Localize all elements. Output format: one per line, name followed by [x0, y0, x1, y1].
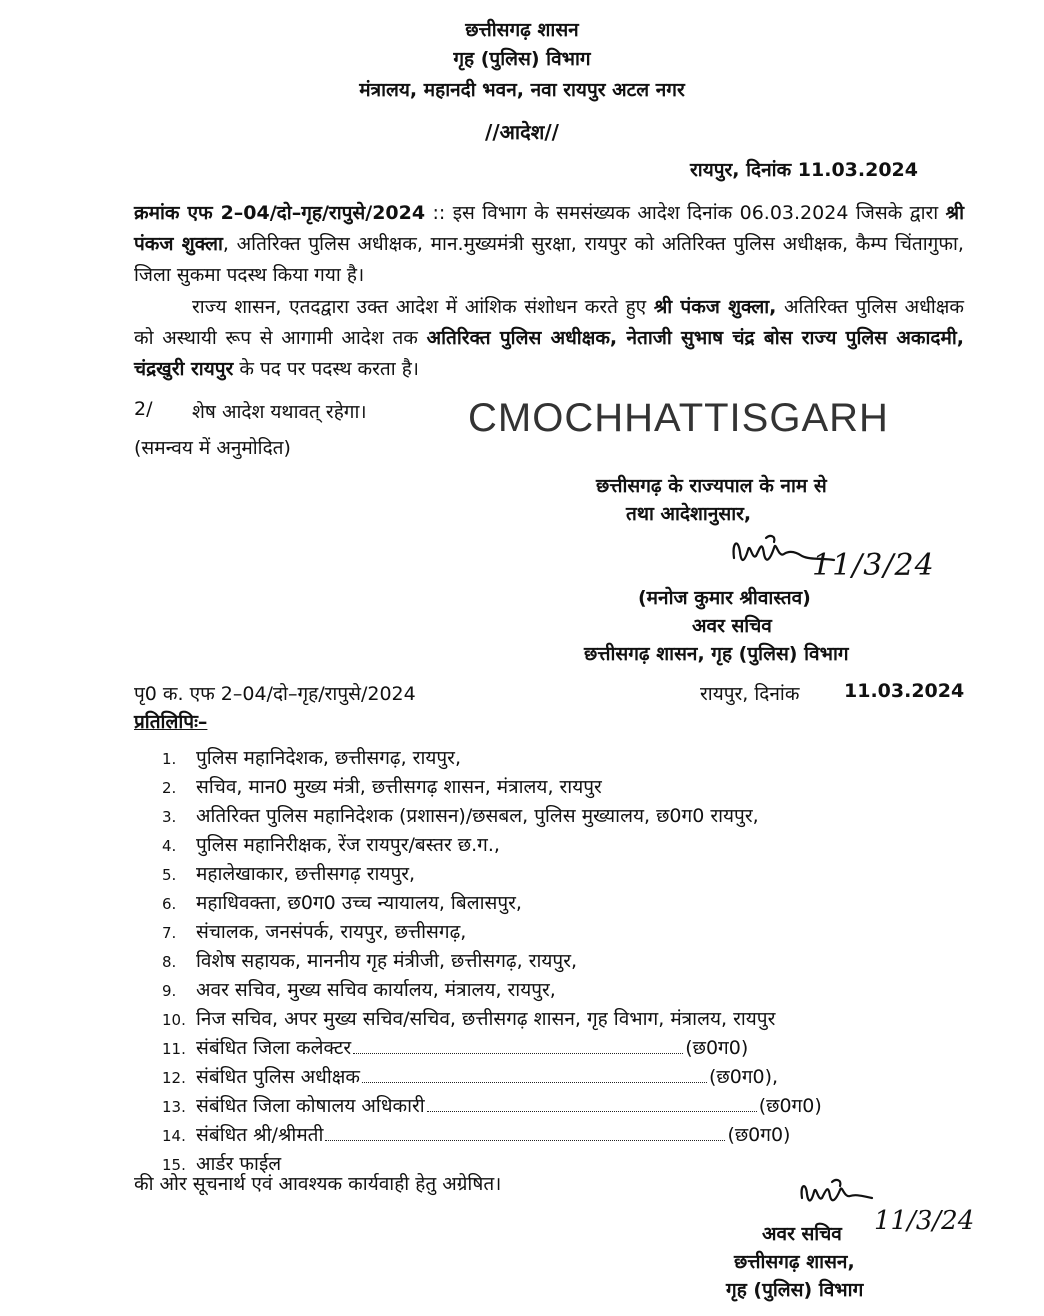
- para1-text-a: :: इस विभाग के समसंख्यक आदेश दिनांक 06.03.2024 जिसके द्वारा: [425, 202, 946, 224]
- point-2-number: 2/: [134, 398, 153, 420]
- recipient-text: अवर सचिव, मुख्य सचिव कार्यालय, मंत्रालय, रायपुर,: [196, 979, 556, 1001]
- recipient-list-item: [162, 773, 962, 802]
- endorsement-reference-number: पृ0 क. एफ 2–04/दो–गृह/रापुसे/2024: [134, 683, 416, 705]
- recipient-text: संबंधित जिला कोषालय अधिकारी: [196, 1095, 425, 1117]
- governor-order-line: छत्तीसगढ़ के राज्यपाल के नाम से: [596, 475, 827, 497]
- recipient-suffix: (छ0ग0): [685, 1037, 749, 1059]
- recipient-text: आर्डर फाईल: [196, 1153, 282, 1175]
- recipient-number: 12.: [162, 1069, 186, 1087]
- recipient-number: 14.: [162, 1127, 186, 1145]
- recipient-list-item: [162, 947, 962, 976]
- recipient-number: 7.: [162, 924, 177, 942]
- para1-officer-name: श्री पंकज शुक्ला: [134, 202, 965, 255]
- para2-new-post: अतिरिक्त पुलिस अधीक्षक, नेताजी सुभाष चंद्र बोस राज्य पुलिस अकादमी, चंद्रखुरी रायपुर: [134, 327, 964, 380]
- order-place-date: रायपुर, दिनांक 11.03.2024: [690, 159, 918, 181]
- recipient-list-item: [162, 744, 962, 773]
- recipient-text: पुलिस महानिदेशक, छत्तीसगढ़, रायपुर,: [196, 747, 461, 769]
- para2-officer-name: श्री पंकज शुक्ला,: [653, 296, 777, 318]
- recipient-number: 3.: [162, 808, 177, 826]
- recipient-list-item: [162, 802, 962, 831]
- recipient-list-item: [162, 1005, 962, 1034]
- recipient-text: संचालक, जनसंपर्क, रायपुर, छत्तीसगढ़,: [196, 921, 467, 943]
- order-paragraph-2: [134, 292, 964, 385]
- recipient-list-item: [162, 889, 962, 918]
- endorsement-org-line-2: गृह (पुलिस) विभाग: [726, 1279, 864, 1301]
- forwarding-note: की ओर सूचनार्थ एवं आवश्यक कार्यवाही हेतु अग्रेषित।: [134, 1173, 502, 1195]
- point-2-text: शेष आदेश यथावत् रहेगा।: [192, 401, 367, 423]
- recipient-text: महालेखाकार, छत्तीसगढ़ रायपुर,: [196, 863, 416, 885]
- signatory-designation: अवर सचिव: [692, 615, 772, 637]
- recipient-list-item: [162, 918, 962, 947]
- recipient-text: विशेष सहायक, माननीय गृह मंत्रीजी, छत्तीसगढ़, रायपुर,: [196, 950, 578, 972]
- recipient-number: 6.: [162, 895, 177, 913]
- endorsement-org-line-1: छत्तीसगढ़ शासन,: [734, 1251, 855, 1273]
- recipient-list-item: [162, 860, 962, 889]
- copy-to-heading: प्रतिलिपिः–: [134, 711, 208, 733]
- recipient-list-item: [162, 1092, 962, 1121]
- para2-text-a: राज्य शासन, एतदद्वारा उक्त आदेश में आंशिक संशोधन करते हुए: [192, 296, 654, 318]
- endorsement-place-date-label: रायपुर, दिनांक: [700, 683, 800, 705]
- recipient-list-item: [162, 831, 962, 860]
- recipient-number: 9.: [162, 982, 177, 1000]
- para2-text-c: के पद पर पदस्थ करता है।: [233, 358, 419, 380]
- recipient-number: 10.: [162, 1011, 186, 1029]
- recipient-number: 11.: [162, 1040, 186, 1058]
- para2-text-b: अतिरिक्त पुलिस अधीक्षक को अस्थायी रूप से आगामी आदेश तक: [134, 296, 965, 349]
- copy-recipient-list: [162, 744, 962, 1179]
- endorsement-designation: अवर सचिव: [762, 1223, 842, 1245]
- recipient-number: 8.: [162, 953, 177, 971]
- header-address: मंत्रालय, महानदी भवन, नवा रायपुर अटल नगर: [359, 79, 685, 101]
- recipient-text: अतिरिक्त पुलिस महानिदेशक (प्रशासन)/छसबल, पुलिस मुख्यालय, छ0ग0 रायपुर,: [196, 805, 759, 827]
- order-reference-number: क्रमांक एफ 2–04/दो–गृह/रापुसे/2024: [134, 202, 426, 224]
- recipient-number: 2.: [162, 779, 177, 797]
- endorsement-date: 11.03.2024: [844, 680, 965, 702]
- recipient-number: 5.: [162, 866, 177, 884]
- header-government: छत्तीसगढ़ शासन: [465, 19, 579, 41]
- signatory-name: (मनोज कुमार श्रीवास्तव): [638, 587, 811, 609]
- order-paragraph-1: [134, 198, 964, 291]
- order-authority-line: तथा आदेशानुसार,: [626, 503, 752, 525]
- recipient-text: संबंधित जिला कलेक्टर: [196, 1037, 352, 1059]
- recipient-list-item: [162, 976, 962, 1005]
- signature-2-image: [798, 1176, 878, 1218]
- para1-text-b: , अतिरिक्त पुलिस अधीक्षक, मान.मुख्यमंत्री सुरक्षा, रायपुर को अतिरिक्त पुलिस अधीक्षक, कैम्प चिंतागुफा, जिला सुकमा पदस्थ किया गया है।: [134, 233, 964, 286]
- recipient-list-item: [162, 1063, 962, 1092]
- fill-in-dotted-line: [325, 1126, 725, 1141]
- watermark-text: CMOCHHATTISGARH: [468, 396, 889, 440]
- recipient-text: संबंधित श्री/श्रीमती: [196, 1124, 324, 1146]
- fill-in-dotted-line: [362, 1068, 707, 1083]
- recipient-number: 1.: [162, 750, 177, 768]
- recipient-text: संबंधित पुलिस अधीक्षक: [196, 1066, 360, 1088]
- recipient-text: सचिव, मान0 मुख्य मंत्री, छत्तीसगढ़ शासन, मंत्रालय, रायपुर: [196, 776, 602, 798]
- recipient-number: 15.: [162, 1156, 186, 1174]
- recipient-suffix: (छ0ग0),: [709, 1066, 779, 1088]
- signature-1-date: 11/3/24: [812, 548, 935, 583]
- signatory-department: छत्तीसगढ़ शासन, गृह (पुलिस) विभाग: [584, 643, 849, 665]
- header-department: गृह (पुलिस) विभाग: [453, 48, 591, 70]
- approval-note: (समन्वय में अनुमोदित): [134, 437, 291, 459]
- recipient-number: 13.: [162, 1098, 186, 1116]
- order-title: //आदेश//: [485, 120, 559, 144]
- fill-in-dotted-line: [427, 1097, 757, 1112]
- recipient-list-item: [162, 1034, 962, 1063]
- recipient-text: निज सचिव, अपर मुख्य सचिव/सचिव, छत्तीसगढ़ शासन, गृह विभाग, मंत्रालय, रायपुर: [196, 1008, 776, 1030]
- recipient-suffix: (छ0ग0): [758, 1095, 822, 1117]
- fill-in-dotted-line: [353, 1039, 683, 1054]
- recipient-text: पुलिस महानिरीक्षक, रेंज रायपुर/बस्तर छ.ग.,: [196, 834, 500, 856]
- recipient-text: महाधिवक्ता, छ0ग0 उच्च न्यायालय, बिलासपुर,: [196, 892, 522, 914]
- recipient-suffix: (छ0ग0): [727, 1124, 791, 1146]
- recipient-list-item: [162, 1121, 962, 1150]
- signature-2-date: 11/3/24: [874, 1206, 975, 1236]
- recipient-number: 4.: [162, 837, 177, 855]
